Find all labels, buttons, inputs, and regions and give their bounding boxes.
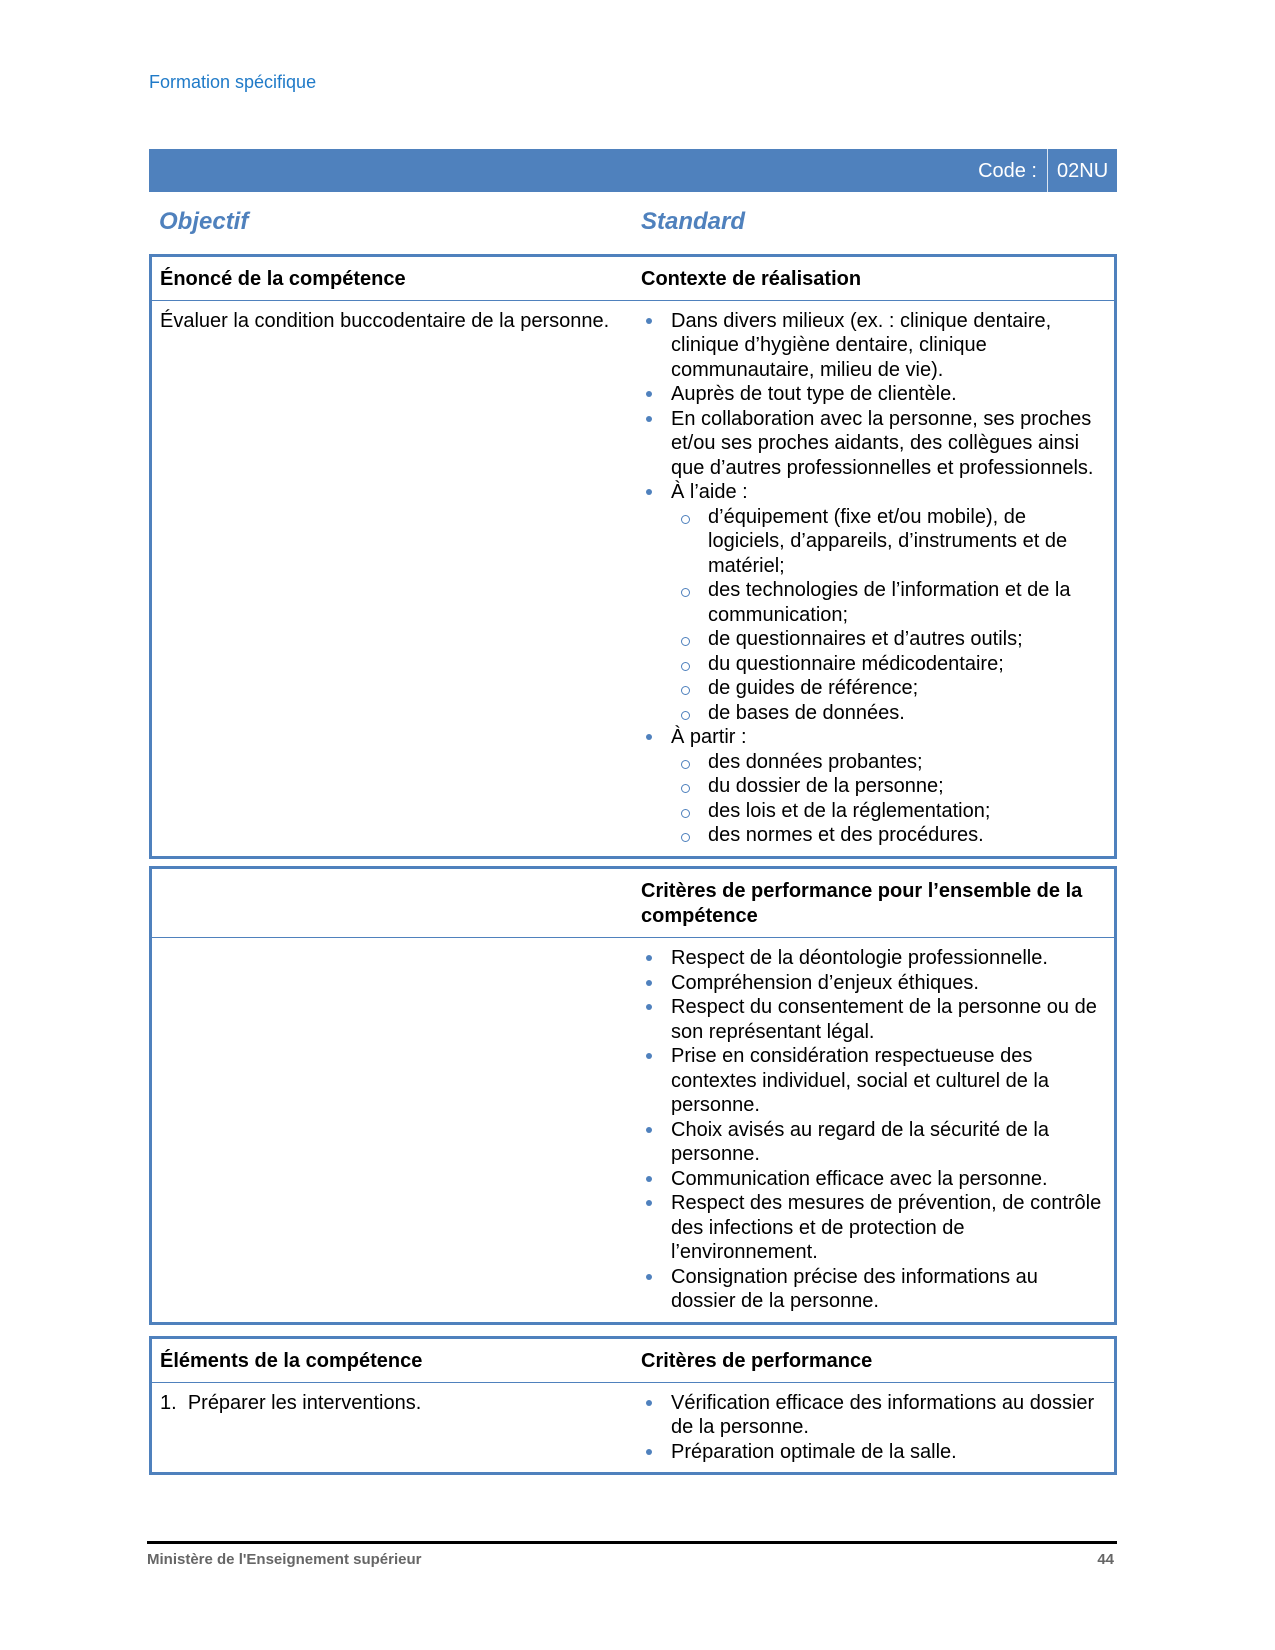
objectif-heading: Objectif — [159, 208, 249, 235]
criteria-header: Critères de performance — [633, 1338, 1116, 1383]
elements-header: Éléments de la compétence — [151, 1338, 634, 1383]
footer — [147, 1541, 1117, 1568]
list-item: Respect du consentement de la personne ou de son représentant légal. — [641, 995, 1106, 1044]
list-item: Préparation optimale de la salle. — [641, 1440, 1106, 1465]
context-header: Contexte de réalisation — [633, 256, 1116, 301]
code-value: 02NU — [1047, 149, 1117, 192]
list-item: Vérification efficace des informations au dossier de la personne. — [641, 1391, 1106, 1440]
sub-list-item: du dossier de la personne; — [641, 774, 1106, 799]
sub-list-item: des lois et de la réglementation; — [641, 799, 1106, 824]
sub-list-item: des données probantes; — [641, 750, 1106, 775]
list-item: À partir : — [641, 725, 1106, 750]
competence-statement: Évaluer la condition buccodentaire de la personne. — [160, 309, 610, 332]
sub-list-item: de questionnaires et d’autres outils; — [641, 627, 1106, 652]
sub-list-item: de bases de données. — [641, 701, 1106, 726]
element-number: 1. — [160, 1391, 177, 1414]
code-bar — [149, 149, 1117, 192]
sub-list-item: des technologies de l’information et de la communication; — [641, 578, 1106, 627]
code-label: Code : — [978, 160, 1037, 182]
element-text: Préparer les interventions. — [187, 1391, 422, 1414]
list-item: Compréhension d’enjeux éthiques. — [641, 971, 1106, 996]
list-item: En collaboration avec la personne, ses proches et/ou ses proches aidants, des collègues ainsi que d’autres professionnelles et professionnels. — [641, 407, 1106, 481]
criteria-list — [641, 1391, 1106, 1465]
sub-list-item: des normes et des procédures. — [641, 823, 1106, 848]
sub-list-item: du questionnaire médicodentaire; — [641, 652, 1106, 677]
list-item: Respect des mesures de prévention, de contrôle des infections et de protection de l’environnement. — [641, 1191, 1106, 1265]
list-item: À l’aide : — [641, 480, 1106, 505]
list-item: Choix avisés au regard de la sécurité de la personne. — [641, 1118, 1106, 1167]
standard-heading: Standard — [641, 208, 746, 235]
competence-context-table — [149, 254, 1117, 859]
element-item — [151, 1382, 634, 1474]
list-item: Prise en considération respectueuse des contextes individuel, social et culturel de la personne. — [641, 1044, 1106, 1118]
list-item: Dans divers milieux (ex. : clinique dentaire, clinique d’hygiène dentaire, clinique communautaire, milieu de vie). — [641, 309, 1106, 383]
list-item: Consignation précise des informations au dossier de la personne. — [641, 1265, 1106, 1314]
running-header: Formation spécifique — [149, 72, 317, 92]
elements-table — [149, 1336, 1117, 1475]
overall-criteria-header: Critères de performance pour l’ensemble de la compétence — [633, 868, 1116, 938]
list-item: Auprès de tout type de clientèle. — [641, 382, 1106, 407]
context-list — [641, 309, 1106, 848]
sub-list-item: d’équipement (fixe et/ou mobile), de logiciels, d’appareils, d’instruments et de matériel; — [641, 505, 1106, 579]
statement-header: Énoncé de la compétence — [151, 256, 634, 301]
overall-criteria-table — [149, 866, 1117, 1325]
footer-ministry: Ministère de l'Enseignement supérieur — [147, 1551, 422, 1568]
page-number: 44 — [1097, 1551, 1114, 1568]
list-item: Communication efficace avec la personne. — [641, 1167, 1106, 1192]
sub-list-item: de guides de référence; — [641, 676, 1106, 701]
overall-criteria-list — [641, 946, 1106, 1314]
list-item: Respect de la déontologie professionnelle. — [641, 946, 1106, 971]
